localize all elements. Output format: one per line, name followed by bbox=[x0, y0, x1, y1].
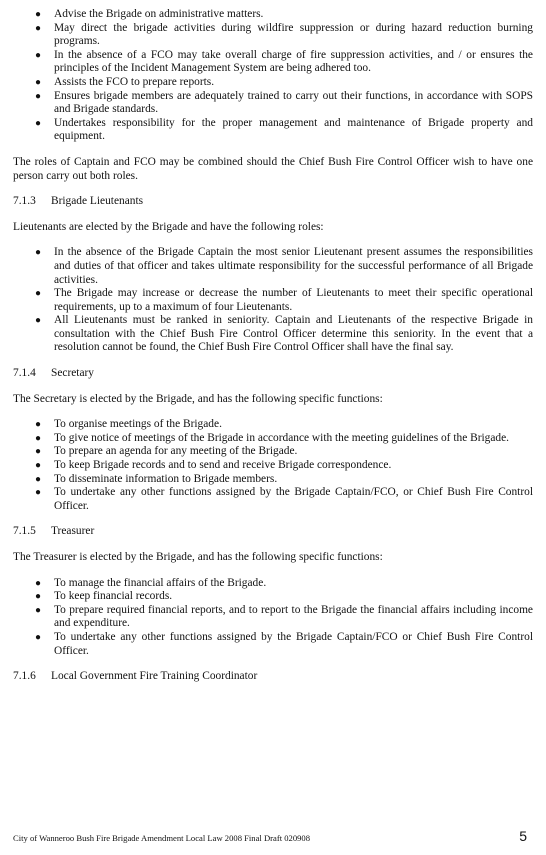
lieutenants-list bbox=[13, 246, 533, 355]
section-title: Local Government Fire Training Coordinator bbox=[51, 670, 258, 683]
bullet-icon: ● bbox=[35, 90, 42, 102]
section-number: 7.1.3 bbox=[13, 195, 36, 208]
bullet-icon: ● bbox=[35, 591, 42, 603]
combined-roles-paragraph: The roles of Captain and FCO may be combined should the Chief Bush Fire Control Officer wish to have one person carry out both roles. bbox=[13, 155, 533, 182]
bullet-icon: ● bbox=[35, 247, 42, 259]
bullet-icon: ● bbox=[35, 288, 42, 300]
list-item: ● To manage the financial affairs of the Brigade. bbox=[35, 576, 267, 589]
section-heading-training-coordinator bbox=[13, 670, 533, 684]
bullet-icon: ● bbox=[35, 631, 42, 643]
list-item: ● To undertake any other functions assigned by the Brigade Captain/FCO, or Chief Bush Fire Control Officer. bbox=[35, 486, 533, 512]
section-number: 7.1.4 bbox=[13, 367, 36, 380]
section-heading-lieutenants bbox=[13, 195, 533, 209]
list-item: ● To prepare an agenda for any meeting of the Brigade. bbox=[35, 445, 298, 458]
list-item: ● Advise the Brigade on administrative matters. bbox=[35, 8, 264, 20]
bullet-icon: ● bbox=[35, 473, 42, 485]
treasurer-list bbox=[13, 577, 533, 659]
bullet-icon: ● bbox=[35, 487, 42, 499]
list-item: ● All Lieutenants must be ranked in seniority. Captain and Lieutenants of the respective Brigade in consultation with the Chief Bush Fire Control Officer determine this seniority. In the event that a resolution cannot be found, the Chief Bush Fire Control Officer shall have the final say. bbox=[35, 314, 533, 354]
section-number: 7.1.5 bbox=[13, 525, 36, 538]
bullet-icon: ● bbox=[35, 419, 42, 431]
list-item: ● In the absence of the Brigade Captain the most senior Lieutenant present assumes the responsibilities and duties of that officer and takes ultimate responsibility for the successful performance of all Brigade activities. bbox=[35, 246, 533, 286]
list-item: ● To disseminate information to Brigade members. bbox=[35, 472, 278, 485]
list-item: ● May direct the brigade activities during wildfire suppression or during hazard reduction burning programs. bbox=[35, 21, 533, 48]
bullet-icon: ● bbox=[35, 315, 42, 327]
list-item: ● To keep financial records. bbox=[35, 590, 173, 603]
secretary-intro: The Secretary is elected by the Brigade, and has the following specific functions: bbox=[13, 392, 383, 405]
bullet-icon: ● bbox=[35, 9, 42, 20]
section-heading-treasurer bbox=[13, 525, 533, 539]
bullet-icon: ● bbox=[35, 577, 42, 589]
section-title: Brigade Lieutenants bbox=[51, 195, 144, 208]
page-content bbox=[13, 8, 533, 684]
section-title: Treasurer bbox=[51, 525, 95, 538]
list-item: ● To organise meetings of the Brigade. bbox=[35, 418, 222, 431]
list-item: ● To prepare required financial reports, and to report to the Brigade the financial affairs including income and expenditure. bbox=[35, 603, 533, 630]
lieutenants-intro: Lieutenants are elected by the Brigade and have the following roles: bbox=[13, 220, 324, 233]
bullet-icon: ● bbox=[35, 446, 42, 458]
section-heading-secretary bbox=[13, 367, 533, 381]
list-item: ● To give notice of meetings of the Brigade in accordance with the meeting guidelines of the Brigade. bbox=[35, 431, 509, 444]
captain-roles-list bbox=[13, 8, 533, 144]
list-item: ● In the absence of a FCO may take overall charge of fire suppression activities, and / or ensures the principles of the Incident Management System are being adhered too. bbox=[35, 48, 533, 75]
treasurer-intro: The Treasurer is elected by the Brigade, and has the following specific functions: bbox=[13, 551, 383, 563]
bullet-icon: ● bbox=[35, 76, 42, 88]
bullet-icon: ● bbox=[35, 604, 42, 616]
page-number: 5 bbox=[519, 828, 527, 844]
list-item: ● Assists the FCO to prepare reports. bbox=[35, 75, 215, 88]
bullet-icon: ● bbox=[35, 460, 42, 472]
bullet-icon: ● bbox=[35, 22, 42, 34]
bullet-icon: ● bbox=[35, 432, 42, 444]
list-item: ● To undertake any other functions assigned by the Brigade Captain/FCO or Chief Bush Fire Control Officer. bbox=[35, 630, 533, 657]
footer-document-title: City of Wanneroo Bush Fire Brigade Amendment Local Law 2008 Final Draft 020908 bbox=[13, 833, 311, 843]
list-item: ● Undertakes responsibility for the proper management and maintenance of Brigade property and equipment. bbox=[35, 116, 533, 143]
list-item: ● To keep Brigade records and to send and receive Brigade correspondence. bbox=[35, 459, 392, 472]
section-title: Secretary bbox=[51, 367, 95, 380]
section-number: 7.1.6 bbox=[13, 670, 36, 683]
list-item: ● Ensures brigade members are adequately trained to carry out their functions, in accordance with SOPS and Brigade standards. bbox=[35, 89, 533, 116]
bullet-icon: ● bbox=[35, 117, 42, 129]
bullet-icon: ● bbox=[35, 49, 42, 61]
list-item: ● The Brigade may increase or decrease the number of Lieutenants to meet their specific operational requirements, up to a maximum of four Lieutenants. bbox=[35, 287, 533, 313]
secretary-list bbox=[13, 418, 533, 513]
page-footer bbox=[13, 829, 533, 843]
